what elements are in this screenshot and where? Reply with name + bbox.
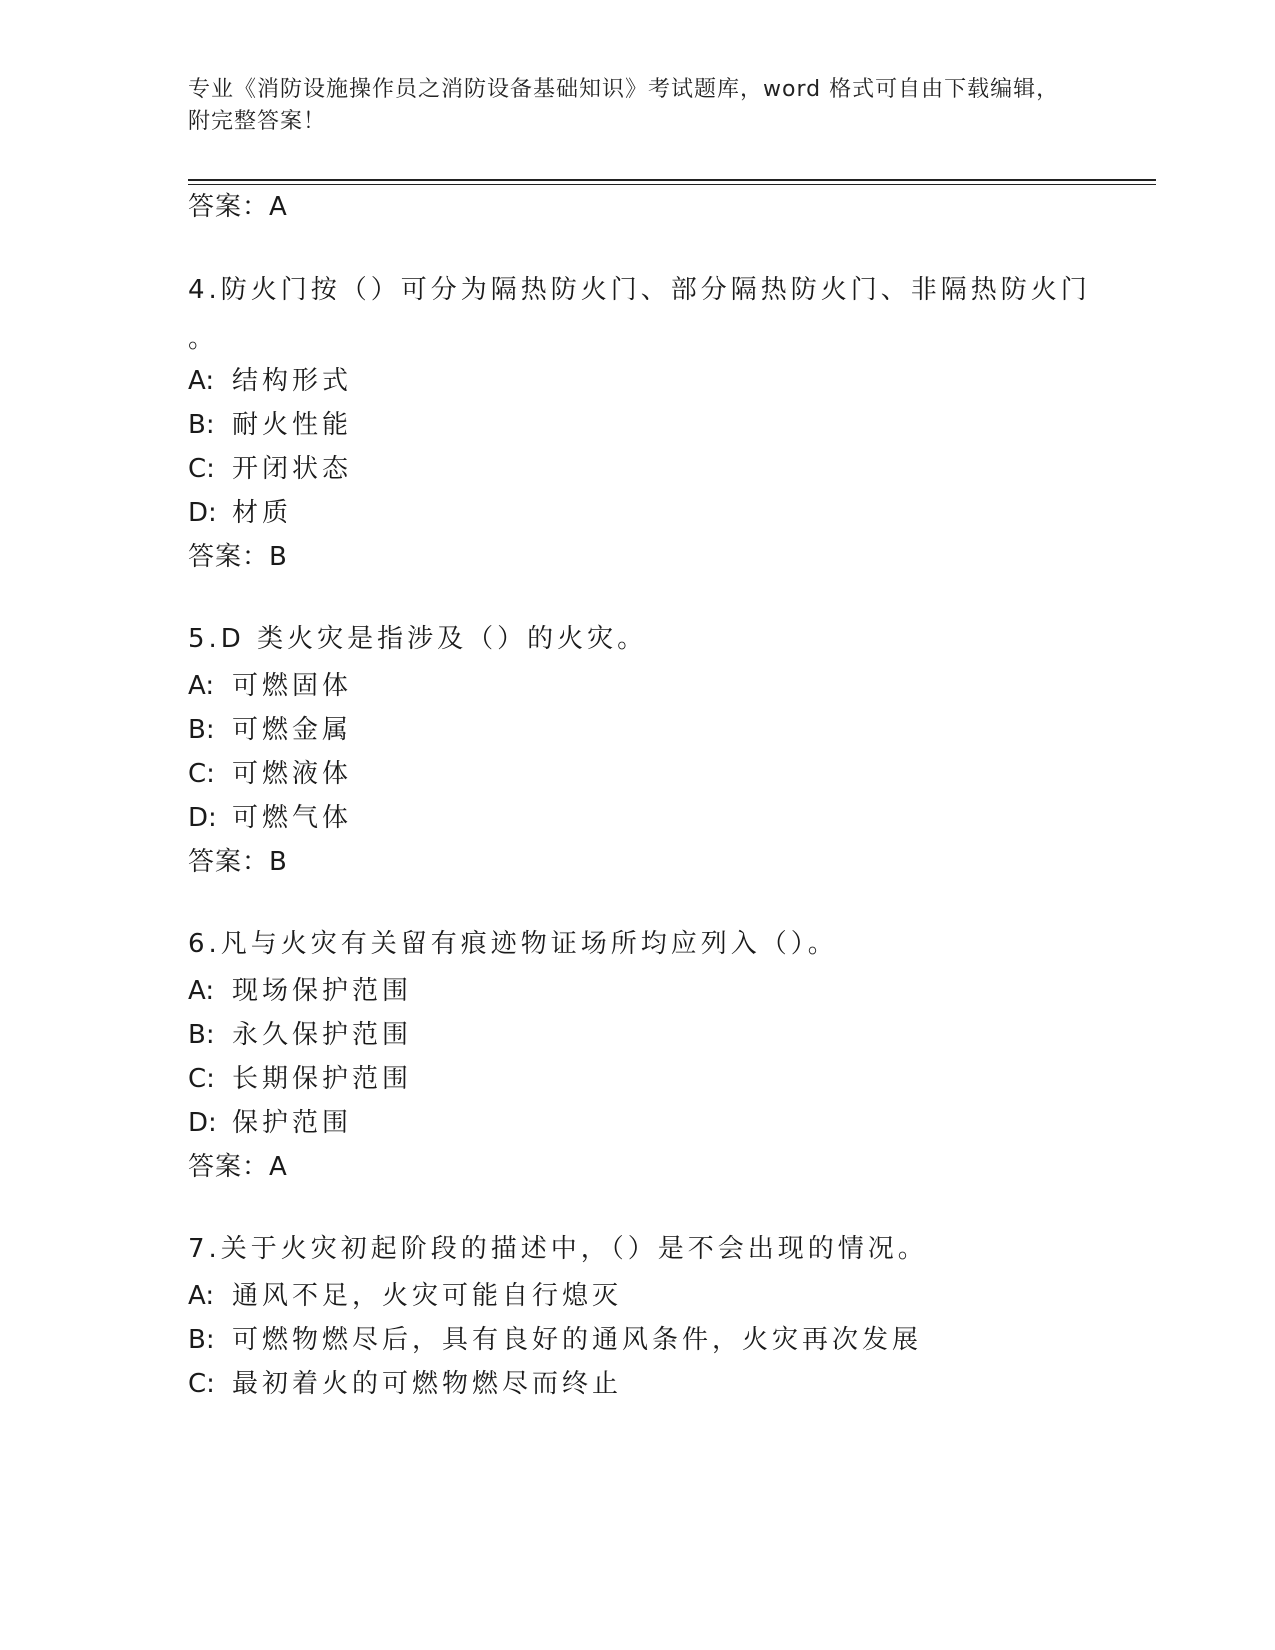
question-5-option-a (188, 669, 352, 703)
option-label: A: (188, 366, 215, 396)
question-6-option-d (188, 1106, 352, 1140)
question-4-stem: 4.防火门按（）可分为隔热防火门、部分隔热防火门、非隔热防火门 (188, 275, 1091, 305)
question-4-answer: 答案：B (188, 542, 288, 572)
option-label: C: (188, 1064, 215, 1094)
option-label: A: (188, 1281, 215, 1311)
answer-prev: 答案：A (188, 192, 288, 222)
option-label: C: (188, 759, 215, 789)
option-label: A: (188, 671, 215, 701)
header-rule-thin (188, 184, 1156, 185)
option-label: A: (188, 976, 215, 1006)
question-5-answer: 答案：B (188, 847, 288, 877)
option-text: 长期保护范围 (232, 1064, 413, 1094)
option-label: D: (188, 803, 217, 833)
option-text: 最初着火的可燃物燃尽而终止 (232, 1369, 623, 1399)
option-text: 可燃气体 (232, 803, 353, 833)
option-label: B: (188, 1020, 215, 1050)
question-6-option-b (188, 1018, 412, 1052)
question-6-option-a (188, 974, 412, 1008)
question-5-option-b (188, 713, 352, 747)
option-text: 可燃液体 (232, 759, 353, 789)
question-6-option-c (188, 1062, 412, 1096)
option-text: 材质 (232, 498, 293, 528)
option-label: B: (188, 410, 215, 440)
option-text: 开闭状态 (232, 454, 353, 484)
question-4-option-d (188, 496, 292, 530)
option-label: C: (188, 1369, 215, 1399)
option-text: 现场保护范围 (232, 976, 413, 1006)
question-7-option-a (188, 1279, 622, 1313)
option-text: 结构形式 (232, 366, 353, 396)
question-7-option-c (188, 1367, 622, 1401)
question-5-option-c (188, 757, 352, 791)
option-label: D: (188, 498, 217, 528)
option-label: C: (188, 454, 215, 484)
question-4-option-b (188, 408, 352, 442)
question-6-stem: 6.凡与火灾有关留有痕迹物证场所均应列入（）。 (188, 929, 838, 959)
option-label: B: (188, 1325, 215, 1355)
option-text: 耐火性能 (232, 410, 353, 440)
header-rule-thick (188, 179, 1156, 181)
option-label: D: (188, 1108, 217, 1138)
option-text: 可燃固体 (232, 671, 353, 701)
question-7-stem: 7.关于火灾初起阶段的描述中，（）是不会出现的情况。 (188, 1234, 928, 1264)
question-5-stem: 5.D 类火灾是指涉及（）的火灾。 (188, 624, 648, 654)
question-4-option-a (188, 364, 352, 398)
option-text: 永久保护范围 (232, 1020, 413, 1050)
document-header: 专业《消防设施操作员之消防设备基础知识》考试题库，word 格式可自由下载编辑，附完整答案！ (188, 77, 1060, 134)
option-text: 通风不足，火灾可能自行熄灭 (232, 1281, 623, 1311)
question-7-option-b (188, 1323, 922, 1357)
question-4-stem-cont: 。 (188, 324, 219, 354)
option-label: B: (188, 715, 215, 745)
question-4-option-c (188, 452, 352, 486)
option-text: 保护范围 (232, 1108, 353, 1138)
option-text: 可燃物燃尽后，具有良好的通风条件，火灾再次发展 (232, 1325, 923, 1355)
question-5-option-d (188, 801, 352, 835)
option-text: 可燃金属 (232, 715, 353, 745)
question-6-answer: 答案：A (188, 1152, 288, 1182)
